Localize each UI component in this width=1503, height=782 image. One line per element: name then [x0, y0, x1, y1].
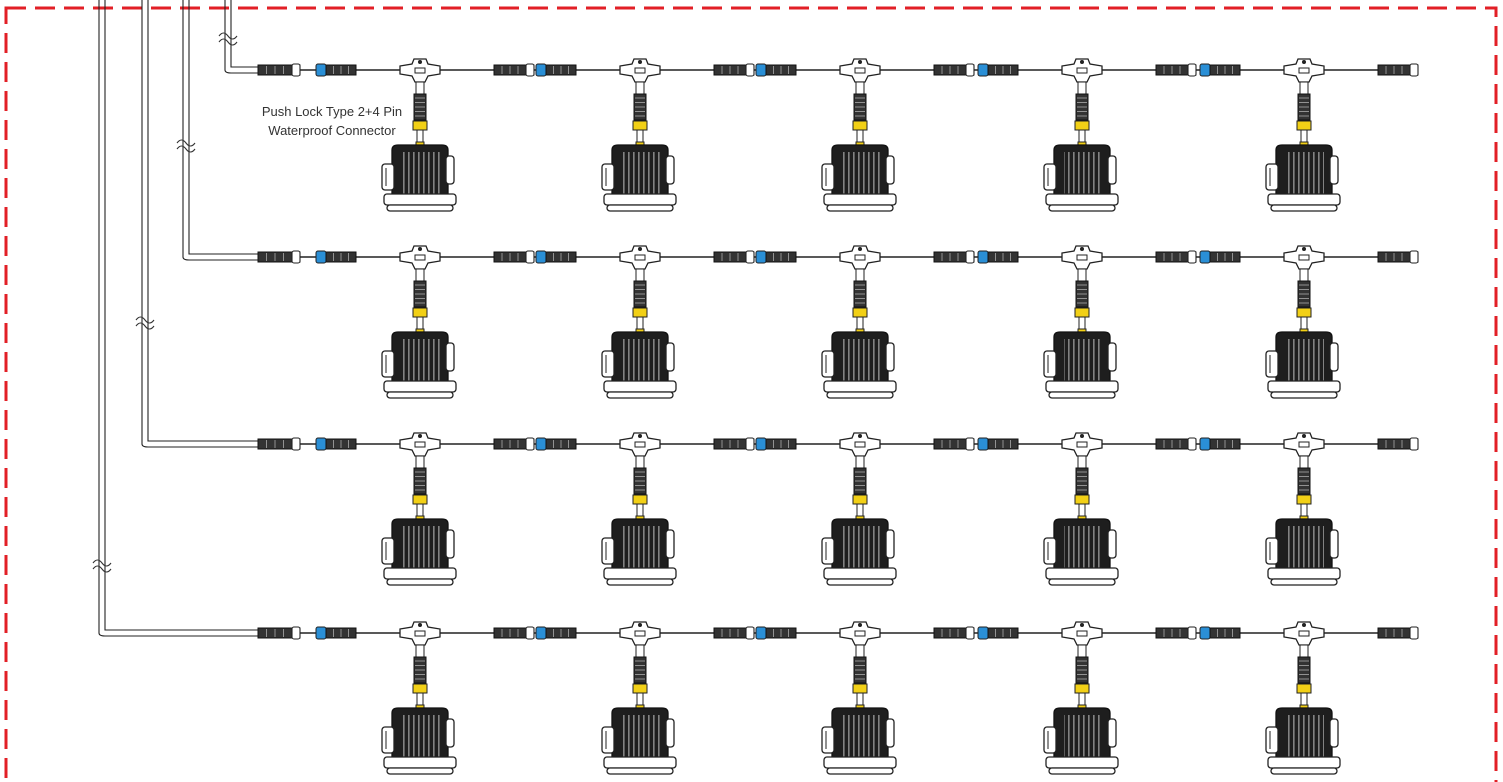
drop-cable: [633, 645, 647, 705]
tee-splitter: [1284, 622, 1324, 645]
blue-connector: [536, 64, 576, 76]
plug-connector: [1156, 64, 1196, 76]
plug-connector: [714, 438, 754, 450]
blue-connector: [756, 627, 796, 639]
light-fixture: [822, 705, 896, 774]
blue-connector: [1200, 251, 1240, 263]
plug-connector: [494, 64, 534, 76]
plug-connector: [1156, 627, 1196, 639]
cable-break-mark: [177, 140, 195, 152]
plug-connector: [258, 251, 300, 263]
plug-connector: [494, 627, 534, 639]
tee-splitter: [1062, 622, 1102, 645]
plug-connector: [934, 627, 974, 639]
cable-break-mark: [93, 560, 111, 572]
blue-connector: [978, 627, 1018, 639]
plug-connector: [1378, 627, 1418, 639]
light-fixture: [602, 516, 676, 585]
plug-connector: [1378, 438, 1418, 450]
blue-connector: [756, 438, 796, 450]
tee-splitter: [840, 622, 880, 645]
fixture-row: [258, 433, 1418, 585]
drop-cable: [1297, 82, 1311, 142]
plug-connector: [494, 438, 534, 450]
drop-cable: [1297, 645, 1311, 705]
drop-cable: [1075, 456, 1089, 516]
drop-cable: [1075, 645, 1089, 705]
plug-connector: [1378, 64, 1418, 76]
light-fixture: [1266, 516, 1340, 585]
drop-cable: [633, 82, 647, 142]
tee-splitter: [1062, 433, 1102, 456]
light-fixture: [822, 516, 896, 585]
tee-splitter: [840, 433, 880, 456]
light-fixture: [382, 329, 456, 398]
blue-connector: [756, 64, 796, 76]
tee-splitter: [400, 622, 440, 645]
tee-splitter: [1284, 433, 1324, 456]
tee-splitter: [620, 59, 660, 82]
blue-connector: [1200, 438, 1240, 450]
light-fixture: [822, 142, 896, 211]
light-fixture: [1044, 329, 1118, 398]
blue-connector: [316, 251, 356, 263]
light-fixture: [382, 516, 456, 585]
light-fixture: [602, 142, 676, 211]
light-fixture: [602, 705, 676, 774]
blue-connector: [978, 438, 1018, 450]
blue-connector: [978, 64, 1018, 76]
blue-connector: [1200, 64, 1240, 76]
plug-connector: [934, 251, 974, 263]
light-fixture: [1044, 705, 1118, 774]
plug-connector: [714, 64, 754, 76]
tee-splitter: [400, 433, 440, 456]
light-fixture: [382, 705, 456, 774]
blue-connector: [316, 64, 356, 76]
drop-cable: [853, 456, 867, 516]
tee-splitter: [620, 433, 660, 456]
blue-connector: [536, 438, 576, 450]
drop-cable: [1297, 269, 1311, 329]
cable-break-mark: [219, 33, 237, 45]
tee-splitter: [840, 246, 880, 269]
tee-splitter: [1062, 246, 1102, 269]
drop-cable: [633, 456, 647, 516]
drop-cable: [853, 269, 867, 329]
feed-cable: [93, 0, 258, 636]
drop-cable: [413, 645, 427, 705]
light-fixture: [1266, 329, 1340, 398]
plug-connector: [934, 438, 974, 450]
plug-connector: [258, 64, 300, 76]
blue-connector: [756, 251, 796, 263]
blue-connector: [536, 251, 576, 263]
plug-connector: [714, 627, 754, 639]
drop-cable: [413, 269, 427, 329]
plug-connector: [714, 251, 754, 263]
fixture-rows: [258, 59, 1418, 774]
light-fixture: [822, 329, 896, 398]
connector-callout: [232, 102, 432, 140]
plug-connector: [1156, 438, 1196, 450]
fixture-row: [258, 59, 1418, 211]
tee-splitter: [1284, 246, 1324, 269]
plug-connector: [258, 438, 300, 450]
drop-cable: [853, 82, 867, 142]
drop-cable: [633, 269, 647, 329]
drop-cable: [1297, 456, 1311, 516]
drop-cable: [1075, 82, 1089, 142]
drop-cable: [413, 456, 427, 516]
plug-connector: [1378, 251, 1418, 263]
cable-break-mark: [136, 317, 154, 329]
blue-connector: [316, 438, 356, 450]
plug-connector: [1156, 251, 1196, 263]
tee-splitter: [620, 246, 660, 269]
tee-splitter: [1062, 59, 1102, 82]
plug-connector: [934, 64, 974, 76]
tee-splitter: [400, 246, 440, 269]
tee-splitter: [620, 622, 660, 645]
light-fixture: [382, 142, 456, 211]
feed-cable: [219, 0, 258, 73]
callout-line-1: Push Lock Type 2+4 Pin: [261, 104, 403, 119]
light-fixture: [1266, 142, 1340, 211]
drop-cable: [1075, 269, 1089, 329]
blue-connector: [978, 251, 1018, 263]
plug-connector: [258, 627, 300, 639]
tee-splitter: [400, 59, 440, 82]
blue-connector: [1200, 627, 1240, 639]
light-fixture: [1044, 516, 1118, 585]
light-fixture: [1044, 142, 1118, 211]
callout-line-2: Waterproof Connector: [268, 123, 396, 138]
tee-splitter: [840, 59, 880, 82]
light-fixture: [602, 329, 676, 398]
fixture-row: [258, 622, 1418, 774]
plug-connector: [494, 251, 534, 263]
feed-cables: [93, 0, 258, 636]
fixture-row: [258, 246, 1418, 398]
blue-connector: [536, 627, 576, 639]
tee-splitter: [1284, 59, 1324, 82]
light-fixture: [1266, 705, 1340, 774]
drop-cable: [853, 645, 867, 705]
blue-connector: [316, 627, 356, 639]
